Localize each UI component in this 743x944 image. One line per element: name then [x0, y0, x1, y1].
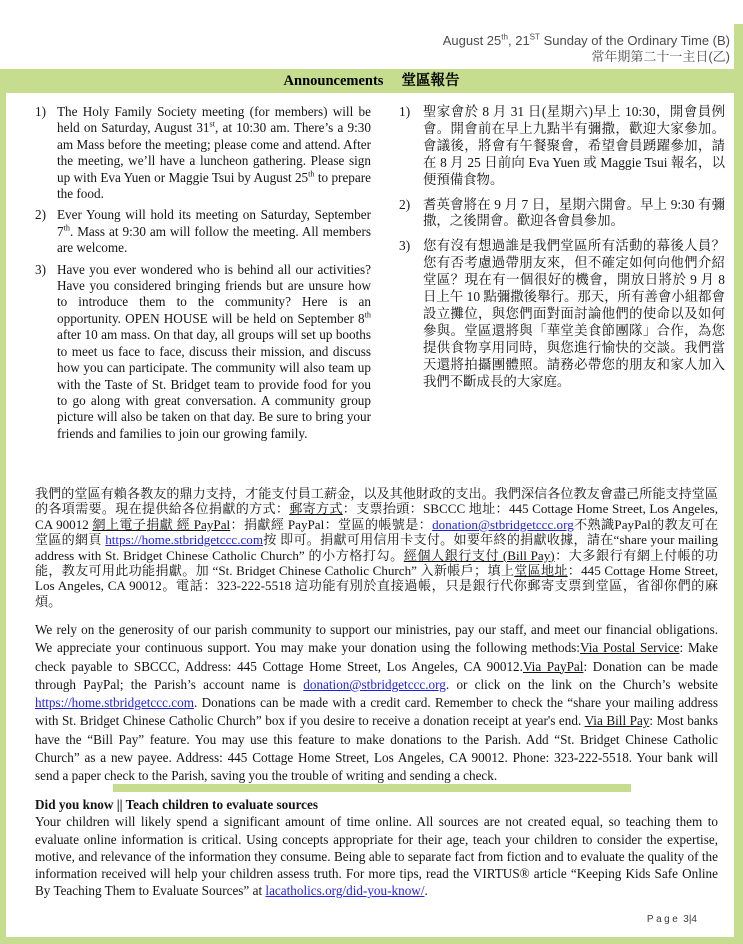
- announcements-title-chinese: 堂區報告: [401, 73, 460, 89]
- text-segment: The Holy Family Society meeting (for members) will be held on Saturday, August 31: [57, 104, 371, 136]
- superscript: th: [63, 223, 70, 233]
- superscript: st: [209, 120, 215, 130]
- chinese-announcements-list: [399, 104, 725, 447]
- list-item-number: 3): [399, 238, 411, 254]
- list-item: [399, 197, 725, 231]
- text-segment: ：445 Cottage Home Street, Los Angeles, CA 90012。電話：323-222-5518 這功能有別於直接過帳，只是銀行代你郵寄支票到堂區，省卻你們的麻煩。: [35, 563, 718, 609]
- hyperlink[interactable]: https://home.stbridgetccc.com: [35, 695, 194, 711]
- underlined-text: Via Bill Pay: [584, 713, 650, 729]
- list-item-number: 1): [35, 104, 46, 119]
- text-segment: ：捐獻經 PayPal：堂區的帳號是：: [230, 516, 433, 532]
- text-segment: .: [424, 883, 428, 899]
- underlined-text: 堂區地址: [514, 563, 568, 579]
- hyperlink[interactable]: donation@stbridgetccc.org: [303, 676, 446, 692]
- superscript: ST: [529, 32, 540, 42]
- text-segment: after 10 am mass. On that day, all groups will set up booths to meet us face to face, discuss their mission, and discuss how you can participate. The community will also team up with the Taste of St. Bridget team to provide food for you to go along with great conversation. A community group picture will also be taken on that day. Be sure to bring your friends and families to join our growing family.: [57, 327, 371, 441]
- did-you-know-body: [35, 813, 718, 899]
- text-segment: . Donations can be made with a credit card. Remember to check the “share your mailing address with St. Bridget Chinese Catholic Church” box if you desire to receive a donation receipt at year's end.: [35, 695, 718, 729]
- list-item: [35, 262, 371, 442]
- announcements-bar: [0, 69, 743, 93]
- did-you-know-section: [35, 796, 718, 900]
- list-item-text: [57, 207, 371, 256]
- text-segment: 我們的堂區有賴各教友的鼎力支持，才能支付員工薪金，以及其他財政的支出。我們深信各位教友會盡己所能支持堂區的各項需要。現在提供給各位捐獻的方式：: [35, 486, 718, 517]
- list-item-text: [57, 104, 371, 202]
- list-item-text: [57, 262, 371, 442]
- page-border-bottom: [0, 937, 743, 944]
- english-announcements-list: [35, 104, 371, 447]
- underlined-text: Via Postal Service: [579, 640, 680, 656]
- did-you-know-heading: Did you know || Teach children to evaluate sources: [35, 797, 319, 812]
- underlined-text: 網上電子捐獻 經 PayPal: [92, 516, 231, 532]
- text-segment: Sunday of the Ordinary Time (B): [539, 33, 730, 48]
- list-item: [399, 104, 725, 189]
- page-number: [647, 914, 697, 925]
- announcement-columns: [35, 104, 725, 447]
- list-item: [35, 104, 371, 202]
- text-segment: : Most banks have the “Bill Pay” feature. You may use this feature to make donations to the Parish. Add “St. Bridget Chinese Catholic Church” as a new payee. Address: 445 Cottage Home Street, Los Angeles, CA 90012. Phone: 323-222-5518. Your bank will send a paper check to the Parish, saving you the trouble of writing and sending a check.: [35, 713, 719, 784]
- list-item-text: 耆英會將在 9 月 7 日，星期六開會。早上 9:30 有彌撒，之後開會。歡迎各會員參加。: [423, 196, 725, 229]
- list-item-text: 聖家會於 8 月 31 日(星期六)早上 10:30，開會員例會。開會前在早上九點半有彌撒，歡迎大家參加。會議後，將會有午餐聚會，希望會員踴躍參加，請在 8 月 25 日前向 Eva Yuen 或 Maggie Tsui 報名，以便預備食物。: [423, 104, 725, 187]
- page-border-right: [734, 24, 743, 944]
- underlined-text: 經個人銀行支付 (Bill Pay): [403, 547, 555, 563]
- text-segment: ：大多銀行有網上付帳的功能，教友可用此功能捐獻。加 “St. Bridget Chinese Catholic Church” 入新帳戶；填上: [35, 547, 719, 579]
- announcements-title-english: Announcements: [283, 73, 384, 89]
- text-segment: , at 10:30 am. There’s a 9:30 am Mass before the meeting; please come and attend. After the meeting, we’ll have a luncheon gathering. Please sign up with Eva Yuen or Maggie Tsui by August 25: [57, 120, 371, 185]
- donation-paragraph-chinese: [35, 486, 718, 609]
- text-segment: 不熟識PayPal的教友可在堂區的網頁: [35, 516, 719, 548]
- text-segment: to prepare the food.: [57, 169, 371, 202]
- text-segment: Have you ever wondered who is behind all our activities? Have you considered bringing friends but are unsure how to introduce them to the community? Here is an opportunity. OPEN HOUSE will be held on September 8: [57, 261, 371, 326]
- date-line-chinese: 常年期第二十一主日(乙): [591, 48, 730, 64]
- text-segment: : Donation can be made through PayPal; the Parish’s account name is: [35, 658, 718, 692]
- superscript: th: [364, 310, 371, 320]
- page-number-label: Page: [646, 914, 681, 925]
- list-item-number: 1): [399, 104, 411, 119]
- date-header: [443, 33, 730, 64]
- text-segment: August 25: [442, 33, 502, 48]
- hyperlink[interactable]: https://home.stbridgetccc.com: [105, 532, 264, 548]
- superscript: th: [308, 169, 315, 179]
- text-segment: Ever Young will hold its meeting on Saturday, September 7: [57, 207, 371, 239]
- text-segment: Your children will likely spend a significant amount of time online. All sources are not created equal, so teaching them to evaluate online information is critical. Using concepts appropriate for their age, teach your children to consider the expertise, motive, and relevance of the information they consume. Being able to separate fact from fiction and to evaluate the quality of the information received will help your children assess truth. For more tips, read the VIRTUS® article “Keeping Kids Safe Online By Teaching Them to Evaluate Sources” at: [35, 814, 718, 899]
- green-divider-bar: [113, 784, 631, 792]
- list-item: [35, 207, 371, 256]
- hyperlink[interactable]: donation@stbridgetccc.org: [432, 516, 574, 532]
- page-border-left: [0, 70, 6, 944]
- donation-paragraph-english: [35, 621, 718, 786]
- text-segment: We rely on the generosity of our parish community to support our ministries, pay our staff, and meet our financial obligations. We appreciate your continuous support. You may make your donation using the following methods:: [35, 622, 718, 656]
- text-segment: , 21: [507, 33, 530, 48]
- list-item-number: 3): [35, 261, 46, 277]
- page-number-value: 3|4: [683, 914, 697, 925]
- date-line-english: [443, 33, 730, 49]
- list-item-text: 您有沒有想過誰是我們堂區所有活動的幕後人員？您有否考慮過帶朋友來，但不確定如何向他們介紹堂區？現在有一個很好的機會，開放日將於 9 月 8 日上午 10 點彌撒後舉行。那天，所有善會小組都會設立攤位，與您們面對面討論他們的使命以及如何參與。堂區還將與「華堂美食節團隊」合作，為您提供食物享用同時，與您進行愉快的交談。我們當天還將拍攝團體照。請務必帶您的朋友和家人加入我們不斷成長的大家庭。: [423, 238, 725, 389]
- list-item: [399, 238, 725, 390]
- text-segment: ：支票抬頭：SBCCC 地址：445 Cottage Home Street, Los Angeles, CA 90012: [35, 501, 719, 532]
- text-segment: . Mass at 9:30 am will follow the meeting. All members are welcome.: [57, 223, 371, 256]
- text-segment: : Make check payable to SBCCC, Address: 445 Cottage Home Street, Los Angeles, CA 90012.: [35, 640, 718, 674]
- text-segment: . or click on the link on the Church’s website: [445, 676, 718, 692]
- superscript: th: [501, 32, 508, 42]
- hyperlink[interactable]: lacatholics.org/did-you-know/: [265, 883, 425, 899]
- underlined-text: Via PayPal: [522, 658, 584, 674]
- list-item-number: 2): [399, 196, 411, 212]
- underlined-text: 郵寄方式: [289, 501, 343, 517]
- text-segment: 按 即可。捐獻可用信用卡支付。如要年終的捐獻收據，請在“share your mailing address with St. Bridget Chinese Catholic Church” 的小方格打勾。: [35, 532, 718, 563]
- list-item-number: 2): [35, 207, 46, 223]
